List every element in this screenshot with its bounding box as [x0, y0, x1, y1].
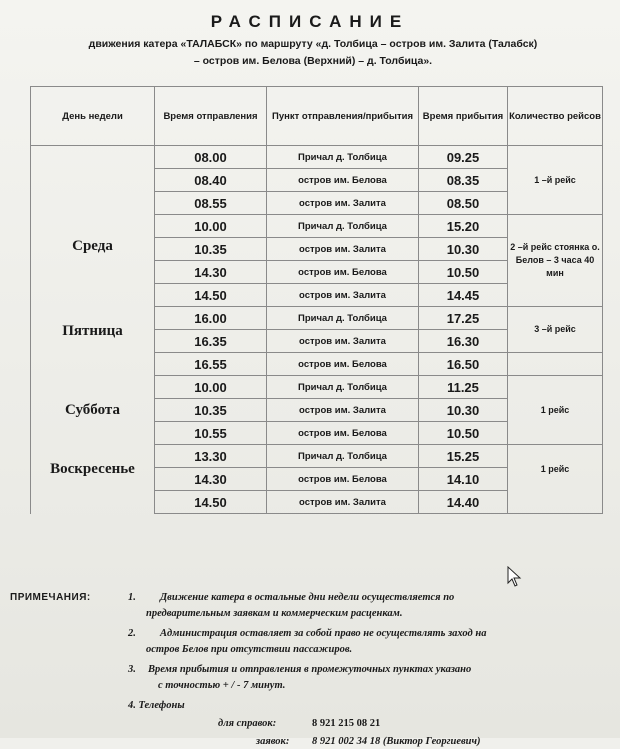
subtitle-line-2: – остров им. Белова (Верхний) – д. Толбица».	[193, 55, 433, 67]
stop-name: остров им. Залита	[267, 491, 419, 514]
header-day: День недели	[31, 87, 155, 146]
departure-time: 10.35	[155, 238, 267, 261]
phone-info-number: 8 921 215 08 21	[312, 718, 381, 729]
departure-time: 14.30	[155, 261, 267, 284]
stop-name: остров им. Залита	[267, 399, 419, 422]
departure-time: 14.50	[155, 491, 267, 514]
table-row	[31, 146, 603, 169]
arrival-time: 10.30	[419, 238, 508, 261]
day-saturday: Суббота	[31, 376, 155, 445]
departure-time: 10.00	[155, 215, 267, 238]
subtitle-line-1: движения катера «ТАЛАБСК» по маршруту «д. Толбица – остров им. Залита (Талабск)	[88, 38, 538, 50]
phone-orders-label: заявок:	[256, 736, 290, 747]
departure-time: 14.30	[155, 468, 267, 491]
trip-count: 1 рейс	[508, 376, 603, 445]
note-3-number: 3.	[128, 664, 136, 675]
arrival-time: 10.50	[419, 422, 508, 445]
departure-time: 08.00	[155, 146, 267, 169]
arrival-time: 16.30	[419, 330, 508, 353]
trip-count: 1 рейс	[508, 445, 603, 514]
arrival-time: 17.25	[419, 307, 508, 330]
departure-time: 10.00	[155, 376, 267, 399]
departure-time: 14.50	[155, 284, 267, 307]
arrival-time: 15.25	[419, 445, 508, 468]
header-point: Пункт отправления/прибытия	[267, 87, 419, 146]
stop-name: остров им. Залита	[267, 284, 419, 307]
departure-time: 16.55	[155, 353, 267, 376]
departure-time: 10.35	[155, 399, 267, 422]
document-title: РАСПИСАНИЕ	[210, 12, 410, 31]
notes-header: ПРИМЕЧАНИЯ:	[10, 592, 91, 603]
schedule-table	[30, 86, 603, 514]
note-4: 4. Телефоны	[128, 700, 185, 711]
arrival-time: 14.40	[419, 491, 508, 514]
phone-info-label: для справок:	[218, 718, 277, 729]
arrival-time: 15.20	[419, 215, 508, 238]
phone-orders-number: 8 921 002 34 18 (Виктор Георгиевич)	[312, 736, 481, 747]
departure-time: 16.35	[155, 330, 267, 353]
trip-count: 2 –й рейс стоянка о. Белов – 3 часа 40 мин	[508, 215, 603, 307]
arrival-time: 11.25	[419, 376, 508, 399]
arrival-time: 09.25	[419, 146, 508, 169]
note-1-line-2: предварительным заявкам и коммерческим расценкам.	[146, 608, 403, 619]
day-sunday: Воскресенье	[31, 445, 155, 514]
arrival-time: 10.30	[419, 399, 508, 422]
stop-name: Причал д. Толбица	[267, 445, 419, 468]
note-1-line-1: Движение катера в остальные дни недели осуществляется по	[160, 592, 455, 603]
arrival-time: 14.45	[419, 284, 508, 307]
table-row	[31, 307, 603, 330]
stop-name: Причал д. Толбица	[267, 376, 419, 399]
stop-name: остров им. Белова	[267, 261, 419, 284]
note-3-line-2: с точностью + / - 7 минут.	[158, 680, 286, 691]
trip-count: 1 –й рейс	[508, 146, 603, 215]
table-row	[31, 445, 603, 468]
stop-name: остров им. Белова	[267, 353, 419, 376]
stop-name: остров им. Белова	[267, 169, 419, 192]
note-2-line-2: остров Белов при отсутствии пассажиров.	[146, 644, 353, 655]
note-2-number: 2.	[128, 628, 136, 639]
arrival-time: 16.50	[419, 353, 508, 376]
mouse-cursor-icon	[507, 566, 523, 588]
trip-count-empty	[508, 353, 603, 376]
trip-count: 3 –й рейс	[508, 307, 603, 353]
note-3-line-1: Время прибытия и отправления в промежуточных пунктах указано	[148, 664, 472, 675]
arrival-time: 08.35	[419, 169, 508, 192]
header-arrival: Время прибытия	[419, 87, 508, 146]
stop-name: Причал д. Толбица	[267, 307, 419, 330]
stop-name: остров им. Залита	[267, 192, 419, 215]
departure-time: 10.55	[155, 422, 267, 445]
stop-name: остров им. Белова	[267, 468, 419, 491]
stop-name: Причал д. Толбица	[267, 215, 419, 238]
departure-time: 08.55	[155, 192, 267, 215]
stop-name: остров им. Залита	[267, 330, 419, 353]
departure-time: 08.40	[155, 169, 267, 192]
stop-name: Причал д. Толбица	[267, 146, 419, 169]
header-departure: Время отправления	[155, 87, 267, 146]
arrival-time: 14.10	[419, 468, 508, 491]
stop-name: остров им. Залита	[267, 238, 419, 261]
arrival-time: 10.50	[419, 261, 508, 284]
arrival-time: 08.50	[419, 192, 508, 215]
day-wednesday: Среда	[31, 146, 155, 307]
departure-time: 16.00	[155, 307, 267, 330]
note-2-line-1: Администрация оставляет за собой право не осуществлять заход на	[160, 628, 487, 639]
departure-time: 13.30	[155, 445, 267, 468]
table-header-row	[31, 87, 603, 146]
day-friday: Пятница	[31, 307, 155, 376]
header-trips: Количество рейсов	[508, 87, 603, 146]
table-row	[31, 376, 603, 399]
stop-name: остров им. Белова	[267, 422, 419, 445]
note-1-number: 1.	[128, 592, 136, 603]
